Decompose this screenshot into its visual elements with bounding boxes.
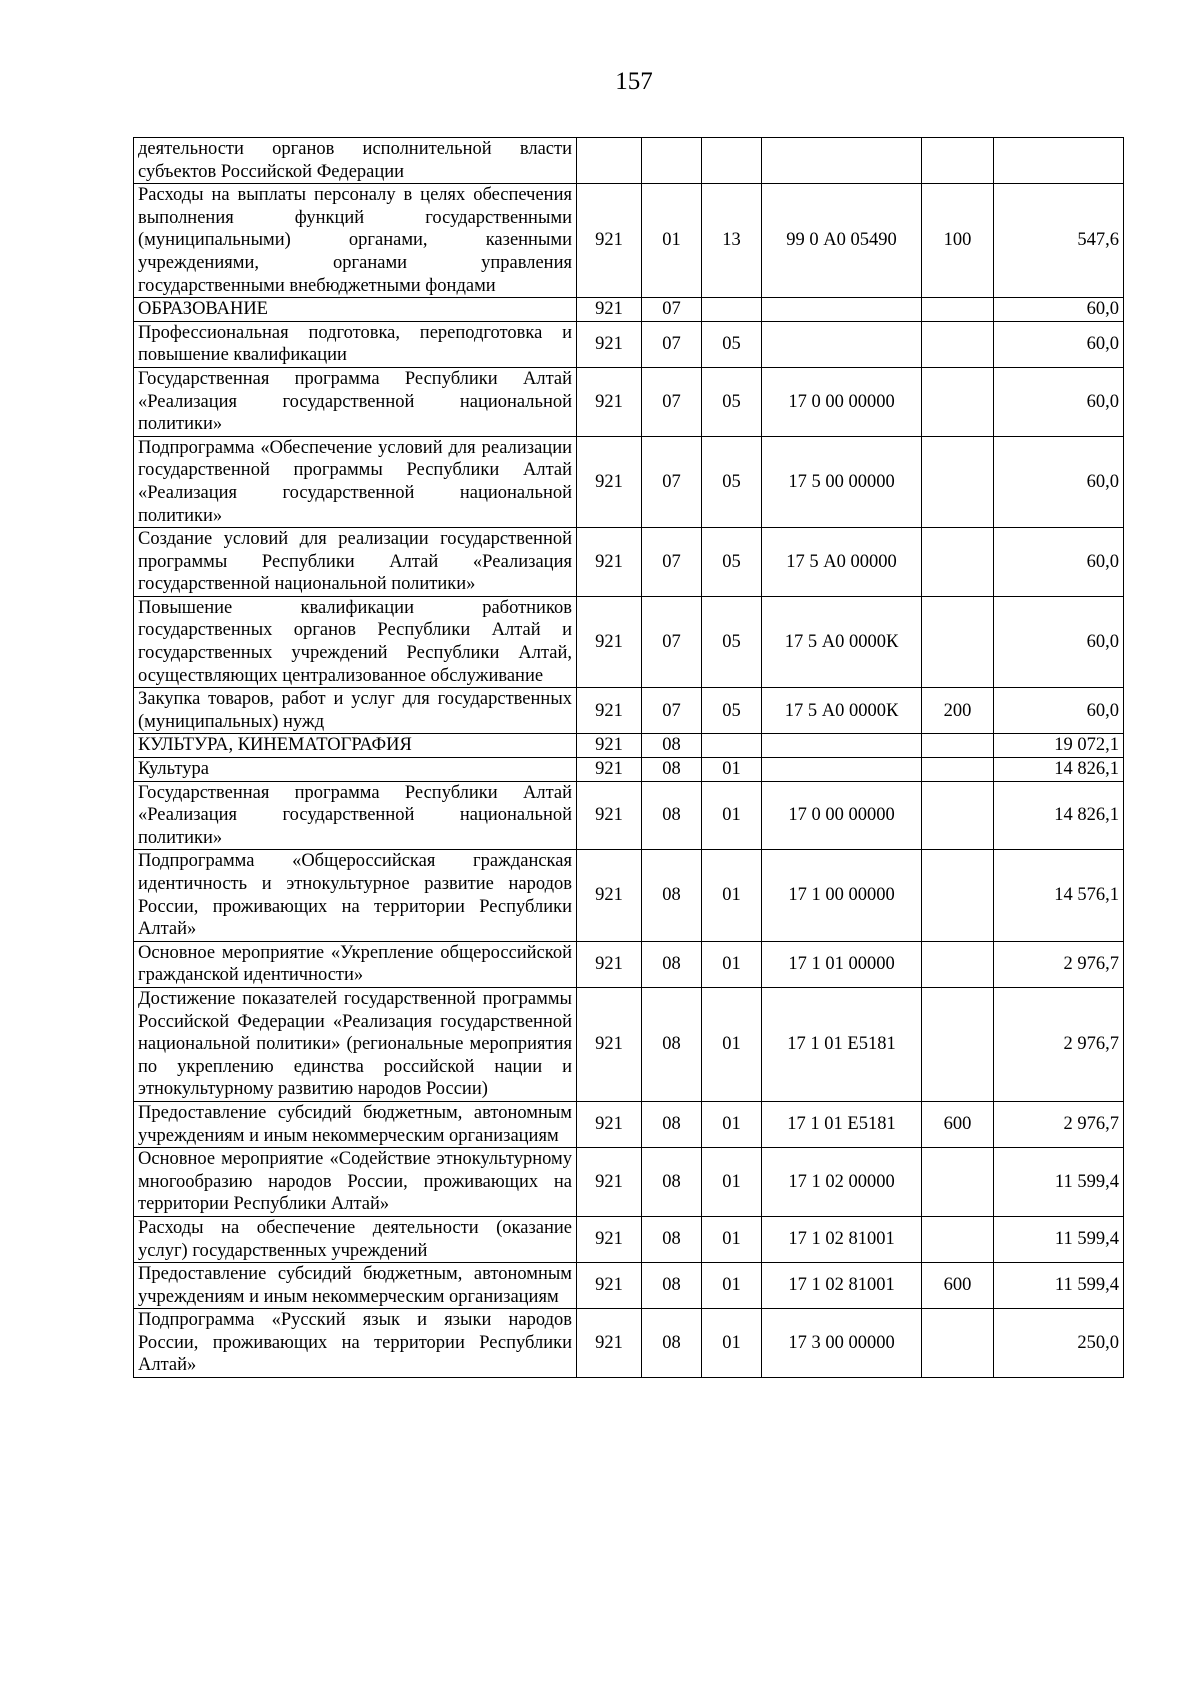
row-section-cell: 07	[642, 436, 702, 527]
table-row	[134, 1216, 1124, 1262]
row-name-cell: Расходы на обеспечение деятельности (оказание услуг) государственных учреждений	[134, 1216, 577, 1262]
row-amount-cell: 60,0	[994, 298, 1124, 322]
row-subsection-cell: 01	[702, 1309, 762, 1378]
row-section-cell: 08	[642, 987, 702, 1101]
row-section-cell: 07	[642, 528, 702, 597]
row-target-article-cell: 17 5 А0 0000К	[762, 596, 922, 687]
row-subsection-cell: 01	[702, 1148, 762, 1217]
row-subsection-cell: 01	[702, 1101, 762, 1147]
row-section-cell: 08	[642, 758, 702, 782]
row-grbs-cell: 921	[577, 850, 642, 941]
row-grbs-cell: 921	[577, 367, 642, 436]
row-section-cell: 08	[642, 850, 702, 941]
row-section-cell: 08	[642, 1216, 702, 1262]
table-row	[134, 1309, 1124, 1378]
row-subsection-cell: 05	[702, 688, 762, 734]
budget-table-body	[134, 138, 1124, 1378]
row-amount-cell: 60,0	[994, 367, 1124, 436]
row-name-cell: Расходы на выплаты персоналу в целях обеспечения выполнения функций государственными (муниципальными) органами, казенными учреждениями, органами управления государственными внебюджетными фондами	[134, 184, 577, 298]
row-target-article-cell	[762, 758, 922, 782]
row-grbs-cell: 921	[577, 528, 642, 597]
page-number: 157	[615, 68, 653, 95]
row-name-cell: Достижение показателей государственной программы Российской Федерации «Реализация государственной национальной политики» (региональные мероприятия по укреплению единства российской нации и этнокультурному развитию народов России)	[134, 987, 577, 1101]
row-target-article-cell: 17 0 00 00000	[762, 367, 922, 436]
row-grbs-cell: 921	[577, 436, 642, 527]
row-target-article-cell: 17 1 01 00000	[762, 941, 922, 987]
row-amount-cell: 547,6	[994, 184, 1124, 298]
table-row	[134, 987, 1124, 1101]
row-amount-cell: 14 826,1	[994, 758, 1124, 782]
table-row	[134, 1263, 1124, 1309]
row-name-cell: Профессиональная подготовка, переподготовка и повышение квалификации	[134, 321, 577, 367]
row-target-article-cell	[762, 138, 922, 184]
row-subsection-cell: 01	[702, 781, 762, 850]
row-target-article-cell	[762, 734, 922, 758]
row-target-article-cell: 17 1 00 00000	[762, 850, 922, 941]
row-subsection-cell: 05	[702, 528, 762, 597]
table-row	[134, 734, 1124, 758]
row-name-cell: Предоставление субсидий бюджетным, автономным учреждениям и иным некоммерческим организациям	[134, 1101, 577, 1147]
row-subsection-cell: 01	[702, 850, 762, 941]
row-section-cell: 08	[642, 1309, 702, 1378]
row-name-cell: Основное мероприятие «Содействие этнокультурному многообразию народов России, проживающих на территории Республики Алтай»	[134, 1148, 577, 1217]
row-expense-type-cell	[922, 321, 994, 367]
row-grbs-cell: 921	[577, 184, 642, 298]
row-subsection-cell: 05	[702, 321, 762, 367]
row-expense-type-cell	[922, 734, 994, 758]
row-name-cell: Подпрограмма «Общероссийская гражданская идентичность и этнокультурное развитие народов России, проживающих на территории Республики Алтай»	[134, 850, 577, 941]
row-name-cell: Закупка товаров, работ и услуг для государственных (муниципальных) нужд	[134, 688, 577, 734]
table-row	[134, 596, 1124, 687]
row-grbs-cell: 921	[577, 298, 642, 322]
row-name-cell: Создание условий для реализации государственной программы Республики Алтай «Реализация государственной национальной политики»	[134, 528, 577, 597]
row-section-cell: 07	[642, 298, 702, 322]
row-target-article-cell: 99 0 А0 05490	[762, 184, 922, 298]
table-row	[134, 850, 1124, 941]
row-name-cell: Культура	[134, 758, 577, 782]
row-target-article-cell: 17 1 02 00000	[762, 1148, 922, 1217]
row-name-cell: Подпрограмма «Обеспечение условий для реализации государственной программы Республики Алтай «Реализация государственной национальной политики»	[134, 436, 577, 527]
row-grbs-cell: 921	[577, 781, 642, 850]
table-row	[134, 298, 1124, 322]
row-subsection-cell	[702, 298, 762, 322]
row-section-cell: 08	[642, 734, 702, 758]
table-row	[134, 138, 1124, 184]
row-grbs-cell: 921	[577, 321, 642, 367]
row-subsection-cell: 01	[702, 941, 762, 987]
row-amount-cell: 19 072,1	[994, 734, 1124, 758]
row-section-cell: 08	[642, 1101, 702, 1147]
row-name-cell: Подпрограмма «Русский язык и языки народов России, проживающих на территории Республики Алтай»	[134, 1309, 577, 1378]
row-name-cell: Основное мероприятие «Укрепление общероссийской гражданской идентичности»	[134, 941, 577, 987]
row-section-cell: 07	[642, 367, 702, 436]
row-expense-type-cell	[922, 138, 994, 184]
row-section-cell	[642, 138, 702, 184]
table-row	[134, 758, 1124, 782]
row-amount-cell	[994, 138, 1124, 184]
row-section-cell: 08	[642, 1148, 702, 1217]
row-expense-type-cell: 600	[922, 1263, 994, 1309]
row-expense-type-cell	[922, 850, 994, 941]
row-name-cell: КУЛЬТУРА, КИНЕМАТОГРАФИЯ	[134, 734, 577, 758]
row-section-cell: 07	[642, 596, 702, 687]
row-expense-type-cell	[922, 987, 994, 1101]
row-section-cell: 08	[642, 1263, 702, 1309]
row-expense-type-cell	[922, 781, 994, 850]
row-subsection-cell	[702, 138, 762, 184]
row-subsection-cell: 05	[702, 367, 762, 436]
row-amount-cell: 60,0	[994, 688, 1124, 734]
row-name-cell: Государственная программа Республики Алтай «Реализация государственной национальной политики»	[134, 781, 577, 850]
row-expense-type-cell: 100	[922, 184, 994, 298]
row-expense-type-cell: 200	[922, 688, 994, 734]
row-amount-cell: 2 976,7	[994, 941, 1124, 987]
row-expense-type-cell	[922, 1216, 994, 1262]
row-amount-cell: 2 976,7	[994, 987, 1124, 1101]
row-subsection-cell: 01	[702, 987, 762, 1101]
row-grbs-cell: 921	[577, 1309, 642, 1378]
row-amount-cell: 11 599,4	[994, 1263, 1124, 1309]
row-grbs-cell: 921	[577, 758, 642, 782]
row-expense-type-cell	[922, 1309, 994, 1378]
row-grbs-cell: 921	[577, 1216, 642, 1262]
table-row	[134, 321, 1124, 367]
row-amount-cell: 250,0	[994, 1309, 1124, 1378]
row-subsection-cell: 05	[702, 436, 762, 527]
row-grbs-cell: 921	[577, 987, 642, 1101]
row-grbs-cell: 921	[577, 688, 642, 734]
row-amount-cell: 60,0	[994, 321, 1124, 367]
row-section-cell: 07	[642, 688, 702, 734]
budget-table	[133, 137, 1124, 1378]
table-row	[134, 1101, 1124, 1147]
row-target-article-cell: 17 3 00 00000	[762, 1309, 922, 1378]
row-subsection-cell: 01	[702, 1216, 762, 1262]
row-grbs-cell: 921	[577, 941, 642, 987]
row-target-article-cell: 17 1 02 81001	[762, 1216, 922, 1262]
table-row	[134, 436, 1124, 527]
row-grbs-cell: 921	[577, 734, 642, 758]
row-target-article-cell: 17 1 01 Е5181	[762, 1101, 922, 1147]
row-amount-cell: 11 599,4	[994, 1216, 1124, 1262]
row-subsection-cell	[702, 734, 762, 758]
row-expense-type-cell	[922, 298, 994, 322]
row-grbs-cell: 921	[577, 1101, 642, 1147]
row-expense-type-cell	[922, 596, 994, 687]
row-section-cell: 08	[642, 781, 702, 850]
row-target-article-cell: 17 1 02 81001	[762, 1263, 922, 1309]
row-subsection-cell: 05	[702, 596, 762, 687]
row-amount-cell: 14 576,1	[994, 850, 1124, 941]
row-name-cell: Повышение квалификации работников государственных органов Республики Алтай и государственных учреждений Республики Алтай, осуществляющих централизованное обслуживание	[134, 596, 577, 687]
row-target-article-cell: 17 0 00 00000	[762, 781, 922, 850]
row-amount-cell: 11 599,4	[994, 1148, 1124, 1217]
row-section-cell: 01	[642, 184, 702, 298]
row-expense-type-cell	[922, 436, 994, 527]
table-row	[134, 941, 1124, 987]
row-amount-cell: 60,0	[994, 596, 1124, 687]
table-row	[134, 184, 1124, 298]
table-row	[134, 1148, 1124, 1217]
row-subsection-cell: 01	[702, 1263, 762, 1309]
row-expense-type-cell	[922, 941, 994, 987]
row-target-article-cell	[762, 298, 922, 322]
row-expense-type-cell	[922, 1148, 994, 1217]
table-row	[134, 688, 1124, 734]
row-name-cell: ОБРАЗОВАНИЕ	[134, 298, 577, 322]
row-grbs-cell: 921	[577, 596, 642, 687]
row-section-cell: 08	[642, 941, 702, 987]
row-target-article-cell: 17 1 01 Е5181	[762, 987, 922, 1101]
table-row	[134, 528, 1124, 597]
table-row	[134, 367, 1124, 436]
row-target-article-cell: 17 5 А0 00000	[762, 528, 922, 597]
row-name-cell: Предоставление субсидий бюджетным, автономным учреждениям и иным некоммерческим организациям	[134, 1263, 577, 1309]
row-grbs-cell: 921	[577, 1148, 642, 1217]
row-section-cell: 07	[642, 321, 702, 367]
row-expense-type-cell: 600	[922, 1101, 994, 1147]
row-amount-cell: 14 826,1	[994, 781, 1124, 850]
row-expense-type-cell	[922, 758, 994, 782]
row-target-article-cell: 17 5 А0 0000К	[762, 688, 922, 734]
row-amount-cell: 2 976,7	[994, 1101, 1124, 1147]
row-subsection-cell: 01	[702, 758, 762, 782]
row-amount-cell: 60,0	[994, 436, 1124, 527]
table-row	[134, 781, 1124, 850]
row-expense-type-cell	[922, 367, 994, 436]
row-grbs-cell: 921	[577, 1263, 642, 1309]
row-subsection-cell: 13	[702, 184, 762, 298]
row-name-cell: Государственная программа Республики Алтай «Реализация государственной национальной политики»	[134, 367, 577, 436]
row-name-cell: деятельности органов исполнительной власти субъектов Российской Федерации	[134, 138, 577, 184]
row-grbs-cell	[577, 138, 642, 184]
row-expense-type-cell	[922, 528, 994, 597]
row-amount-cell: 60,0	[994, 528, 1124, 597]
row-target-article-cell: 17 5 00 00000	[762, 436, 922, 527]
row-target-article-cell	[762, 321, 922, 367]
